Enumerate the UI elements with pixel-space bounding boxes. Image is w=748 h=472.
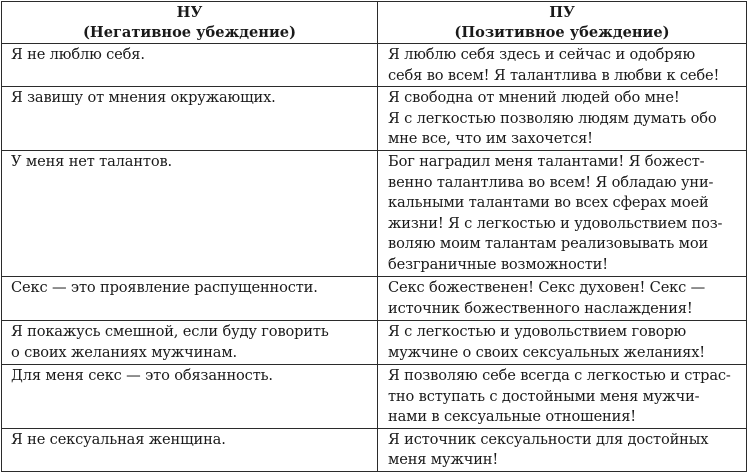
positive-belief-line: Секс божественен! Секс духовен! Секс — (388, 278, 706, 296)
negative-belief-cell (2, 44, 378, 87)
table-row (2, 44, 747, 87)
header-row (2, 2, 747, 44)
negative-belief-line: У меня нет талантов. (11, 152, 173, 170)
positive-belief-cell (378, 364, 747, 428)
positive-belief-line: Я позволяю себе всегда с легкостью и страс- (388, 366, 731, 384)
negative-belief-cell (2, 87, 378, 151)
negative-belief-line: Для меня секс — это обязанность. (11, 366, 273, 384)
positive-belief-line: меня мужчин! (388, 451, 499, 469)
beliefs-table (1, 1, 747, 472)
negative-belief-line: Я не сексуальная женщина. (11, 430, 226, 448)
negative-belief-line: Секс — это проявление распущенности. (11, 278, 318, 296)
positive-belief-line: венно талантлива во всем! Я обладаю уни- (388, 173, 714, 191)
positive-belief-line: Я свободна от мнений людей обо мне! (388, 89, 680, 107)
header-negative-abbr: НУ (176, 4, 203, 21)
positive-belief-line: себя во всем! Я талантлива в любви к себе! (388, 66, 720, 84)
negative-belief-cell (2, 428, 378, 471)
positive-belief-cell (378, 320, 747, 364)
header-positive (378, 2, 747, 44)
positive-belief-line: воляю моим талантам реализовывать мои (388, 235, 709, 253)
negative-belief-cell (2, 364, 378, 428)
negative-belief-cell (2, 150, 378, 276)
positive-belief-line: жизни! Я с легкостью и удовольствием поз- (388, 214, 723, 232)
positive-belief-line: Я с легкостью позволяю людям думать обо (388, 109, 717, 127)
positive-belief-cell (378, 87, 747, 151)
positive-belief-line: источник божественного наслаждения! (388, 299, 693, 317)
positive-belief-line: Я люблю себя здесь и сейчас и одобряю (388, 46, 696, 63)
positive-belief-line: тно вступать с достойными меня мужчи- (388, 387, 700, 405)
positive-belief-line: Я с легкостью и удовольствием говорю (388, 322, 687, 340)
negative-belief-line: Я не люблю себя. (11, 46, 145, 63)
negative-belief-line: Я покажусь смешной, если буду говорить (11, 322, 329, 340)
positive-belief-line: кальными талантами во всех сферах моей (388, 194, 709, 212)
positive-belief-line: мне все, что им захочется! (388, 130, 593, 148)
positive-belief-cell (378, 276, 747, 320)
table-row (2, 364, 747, 428)
table-row (2, 150, 747, 276)
positive-belief-line: мужчине о своих сексуальных желаниях! (388, 343, 705, 361)
header-negative (2, 2, 378, 44)
negative-belief-line: о своих желаниях мужчинам. (11, 343, 238, 361)
positive-belief-cell (378, 428, 747, 471)
table-row (2, 87, 747, 151)
positive-belief-cell (378, 150, 747, 276)
negative-belief-cell (2, 320, 378, 364)
positive-belief-cell (378, 44, 747, 87)
table-row (2, 428, 747, 471)
positive-belief-line: безграничные возможности! (388, 255, 608, 273)
header-negative-title: (Негативное убеждение) (83, 24, 296, 41)
negative-belief-cell (2, 276, 378, 320)
table-row (2, 320, 747, 364)
table-row (2, 276, 747, 320)
header-positive-abbr: ПУ (549, 4, 575, 21)
positive-belief-line: Бог наградил меня талантами! Я божест- (388, 152, 705, 170)
header-positive-title: (Позитивное убеждение) (454, 24, 670, 41)
positive-belief-line: Я источник сексуальности для достойных (388, 430, 709, 448)
negative-belief-line: Я завишу от мнения окружающих. (11, 89, 276, 107)
positive-belief-line: нами в сексуальные отношения! (388, 408, 636, 426)
